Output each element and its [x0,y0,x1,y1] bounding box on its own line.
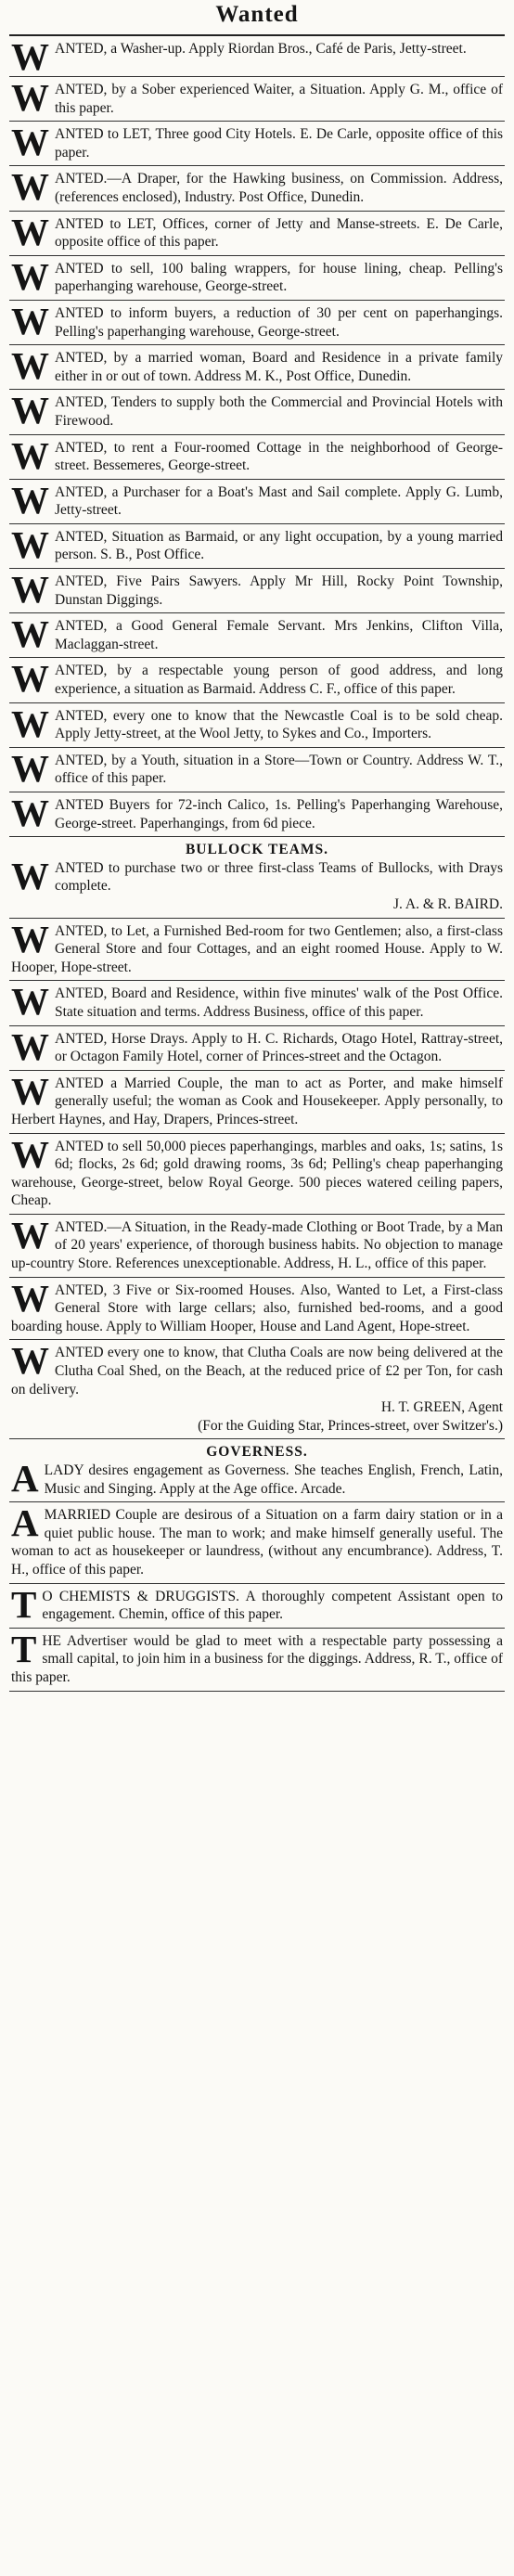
ad-drop-cap: W [11,166,49,209]
classified-ad [9,1215,505,1278]
ad-drop-cap: W [11,981,49,1024]
ad-text: ANTED, Board and Residence, within five minutes' walk of the Post Office. State situation and terms. Address Business, office of this paper. [55,985,503,1020]
ad-text: ANTED to sell 50,000 pieces paperhangings, marbles and oaks, 1s; satins, 1s 6d; flocks, 2s 6d; gold drawing rooms, 3s 6d; Pelling's cheap paperhanging warehouse, George-street, below Royal George. 500 pieces watered ceiling papers, Cheap. [11,1138,503,1209]
ad-text: ANTED Buyers for 72-inch Calico, 1s. Pelling's Paperhanging Warehouse, George-street. Paperhangings, from 6d piece. [55,797,503,831]
classified-ad [9,1629,505,1692]
classified-ad [9,981,505,1025]
ad-text: ANTED, to rent a Four-roomed Cottage in the neighborhood of George-street. Bessemeres, George-street. [55,439,503,474]
ad-drop-cap: W [11,345,49,388]
classified-ad [9,1340,505,1439]
ad-text: MARRIED Couple are desirous of a Situation on a farm dairy station or in a quiet public house. The man to work; and make himself generally useful. The woman to act as housekeeper or laundress, (without any encumbrance). Address, T. H., office of this paper. [11,1507,503,1578]
ad-text: ANTED to sell, 100 baling wrappers, for house lining, cheap. Pelling's paperhanging warehouse, George-street. [55,260,503,295]
ad-text: ANTED, by a Sober experienced Waiter, a Situation. Apply G. M., office of this paper. [55,82,503,116]
classified-ad [9,524,505,569]
classified-ad [9,256,505,301]
ad-drop-cap: W [11,479,49,522]
ad-text: ANTED to LET, Three good City Hotels. E. De Carle, opposite office of this paper. [55,126,503,161]
ad-drop-cap: W [11,77,49,119]
ad-drop-cap: W [11,1025,49,1068]
ad-text: ANTED.—A Draper, for the Hawking business, on Commission. Address, (references enclosed), Industry. Post Office, Dunedin. [55,171,503,205]
ad-text: ANTED, by a married woman, Board and Residence in a private family either in or out of town. Address M. K., Post Office, Dunedin. [55,350,503,384]
ad-drop-cap: W [11,1277,49,1320]
ad-text: ANTED to inform buyers, a reduction of 30 per cent on paperhangings. Pelling's paperhanging warehouse, George-street. [55,304,503,340]
ad-text: ANTED, a Good General Female Servant. Mrs Jenkins, Clifton Villa, Maclaggan-street. [55,618,503,652]
ad-signature: H. T. GREEN, Agent [380,1399,503,1416]
ad-text: ANTED to LET, Offices, corner of Jetty and Manse-streets. E. De Carle, opposite office of this paper. [55,215,503,251]
ad-text: ANTED every one to know, that Clutha Coals are now being delivered at the Clutha Coal Shed, on the Beach, at the reduced price of £2 per Ton, for cash on delivery. [11,1345,503,1397]
ad-drop-cap: W [11,792,49,834]
ad-text: ANTED to purchase two or three first-class Teams of Bullocks, with Drays complete. [55,859,503,895]
ad-drop-cap: W [11,255,49,298]
ad-drop-cap: W [11,1340,49,1383]
ad-text: ANTED a Married Couple, the man to act as Porter, and make himself generally useful; the woman as Cook and Housekeeper. Apply personally, to Herbert Haynes, and Hay, Drapers, Princes-street. [11,1075,503,1127]
classified-ad [9,212,505,256]
ad-drop-cap: W [11,658,49,701]
ad-drop-cap: W [11,854,49,897]
ad-drop-cap: A [11,1457,39,1500]
ad-drop-cap: W [11,613,49,656]
classified-ad [9,301,505,345]
classified-ad [9,345,505,390]
ad-text: ANTED.—A Situation, in the Ready-made Clothing or Boot Trade, by a Man of 20 years' experience, of thorough business habits. No objection to manage up-country Store. References unexceptionable. Address, H. L., office of this paper. [11,1218,503,1272]
classified-ad [9,1026,505,1071]
ad-drop-cap: T [11,1628,37,1670]
classified-ad [9,1584,505,1629]
ad-text: ANTED, by a respectable young person of good address, and long experience, a situation as Barmaid. Address C. F., office of this paper. [55,663,503,698]
classified-ad [9,919,505,982]
ad-text: ANTED, Situation as Barmaid, or any light occupation, by a young married person. S. B., Post Office. [55,528,503,563]
classified-ad [9,792,505,837]
ad-drop-cap: A [11,1502,39,1545]
classified-ad [9,837,505,918]
classified-ad [9,569,505,613]
ad-drop-cap: W [11,747,49,790]
ad-text: ANTED, a Purchaser for a Boat's Mast and Sail complete. Apply G. Lumb, Jetty-street. [55,483,503,519]
ad-signature: J. A. & R. BAIRD. [393,895,503,912]
ad-text: LADY desires engagement as Governess. She teaches English, French, Latin, Music and Singing. Apply at the Age office. Arcade. [44,1462,503,1497]
ad-text: O CHEMISTS & DRUGGISTS. A thoroughly competent Assistant open to engagement. Chemin, office of this paper. [42,1588,503,1623]
classified-ad [9,1278,505,1341]
classified-ad [9,1071,505,1134]
ad-subheading: BULLOCK TEAMS. [185,842,329,858]
ad-text: ANTED, Tenders to supply both the Commercial and Provincial Hotels with Firewood. [55,394,503,429]
ad-drop-cap: W [11,1214,49,1256]
classified-ad [9,1502,505,1583]
classified-ad [9,1439,505,1502]
ad-drop-cap: W [11,211,49,253]
ad-text: ANTED, Five Pairs Sawyers. Apply Mr Hill, Rocky Point Township, Dunstan Diggings. [55,573,503,608]
classified-ad [9,435,505,480]
ad-text: ANTED, 3 Five or Six-roomed Houses. Also, Wanted to Let, a First-class General Store with large cellars; also, furnished bed-rooms, and a good boarding house. Apply to William Hooper, House and Land Agent, Hope-street. [11,1282,503,1334]
ad-text: ANTED, to Let, a Furnished Bed-room for two Gentlemen; also, a first-class General Store and four Cottages, and an eight roomed House. Apply to W. Hooper, Hope-street. [11,922,503,975]
ad-drop-cap: W [11,122,49,164]
classified-ad [9,122,505,166]
classified-ad [9,748,505,792]
ad-subheading: GOVERNESS. [206,1444,308,1461]
classified-ad [9,77,505,122]
ad-drop-cap: W [11,390,49,432]
ad-drop-cap: W [11,1133,49,1176]
ad-drop-cap: W [11,918,49,960]
ad-text: ANTED, every one to know that the Newcastle Coal is to be sold cheap. Apply Jetty-street, at the Wool Jetty, to Sykes and Co., Importers. [55,707,503,742]
ad-drop-cap: W [11,523,49,566]
ad-text: ANTED, Horse Drays. Apply to H. C. Richards, Otago Hotel, Rattray-street, or Octagon Family Hotel, corner of Princes-street and the Octagon. [55,1030,503,1065]
ad-drop-cap: W [11,702,49,745]
ad-drop-cap: W [11,434,49,477]
ad-drop-cap: W [11,1070,49,1113]
ad-text: ANTED, a Washer-up. Apply Riordan Bros., Café de Paris, Jetty-street. [55,41,467,57]
classified-ad [9,658,505,702]
ad-text: HE Advertiser would be glad to meet with a respectable party possessing a small capital, to join him in a business for the diggings. Address, R. T., office of this paper. [11,1632,503,1685]
ad-text: ANTED, by a Youth, situation in a Store—Town or Country. Address W. T., office of this paper. [55,752,503,787]
ad-drop-cap: W [11,300,49,342]
section-heading: Wanted [9,0,505,36]
ad-signature-note: (For the Guiding Star, Princes-street, over Switzer's.) [198,1417,503,1434]
ad-drop-cap: W [11,36,49,77]
classified-ad [9,36,505,77]
classified-ad [9,1134,505,1215]
classified-ads-list [9,36,505,1692]
classified-ad [9,613,505,658]
classified-ad [9,390,505,434]
classified-ad [9,703,505,748]
classified-ad [9,166,505,211]
ad-drop-cap: T [11,1583,37,1626]
ad-drop-cap: W [11,569,49,612]
classified-ad [9,480,505,524]
